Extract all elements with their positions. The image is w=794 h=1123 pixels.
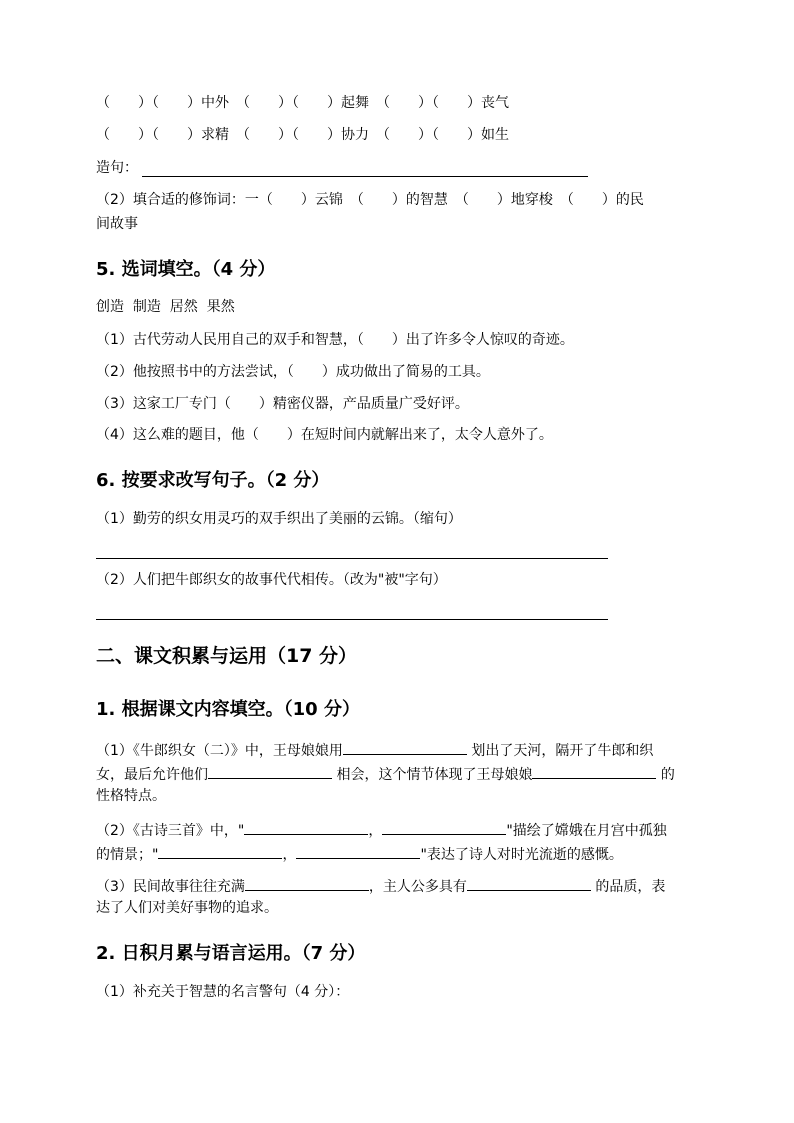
modifier-question-line1: （2）填合适的修饰词：一（ ）云锦 （ ）的智慧 （ ）地穿梭 （ ）的民 xyxy=(96,192,644,208)
idiom-row-2: （ ）（ ）求精 （ ）（ ）协力 （ ）（ ）如生 xyxy=(96,127,509,143)
q6-answer-line-2[interactable] xyxy=(96,619,608,620)
sentence-label: 造句： xyxy=(96,160,138,176)
q6-answer-line-1[interactable] xyxy=(96,558,608,559)
s2-q1-item2-line2: 的情景；" ， "表达了诗人对时光流逝的感慨。 xyxy=(96,842,623,865)
blank[interactable] xyxy=(296,842,420,859)
q6-item-2: （2）人们把牛郎织女的故事代代相传。（改为"被"字句） xyxy=(96,572,447,588)
blank[interactable] xyxy=(208,762,332,779)
q5-word-choices: 创造 制造 居然 果然 xyxy=(96,299,235,315)
s2-q2-item1: （1）补充关于智慧的名言警句（4 分）： xyxy=(96,984,350,1000)
q5-item-3: （3）这家工厂专门（ ）精密仪器，产品质量广受好评。 xyxy=(96,396,469,412)
q5-item-1: （1）古代劳动人民用自己的双手和智慧，（ ）出了许多令人惊叹的奇迹。 xyxy=(96,332,574,348)
q6-item-1: （1）勤劳的织女用灵巧的双手织出了美丽的云锦。（缩句） xyxy=(96,511,462,527)
q5-item-4: （4）这么难的题目，他（ ）在短时间内就解出来了，太令人意外了。 xyxy=(96,427,553,443)
blank[interactable] xyxy=(467,874,591,891)
s2-q1-item1-line3: 性格特点。 xyxy=(96,788,166,804)
blank[interactable] xyxy=(245,874,369,891)
idiom-row-1: （ ）（ ）中外 （ ）（ ）起舞 （ ）（ ）丧气 xyxy=(96,95,509,111)
q5-item-2: （2）他按照书中的方法尝试，（ ）成功做出了简易的工具。 xyxy=(96,364,490,380)
sentence-answer-line[interactable] xyxy=(142,176,588,177)
section2-heading: 二、课文积累与运用（17 分） xyxy=(96,645,358,667)
blank[interactable] xyxy=(158,842,282,859)
s2-q1-item1-line1: （1）《牛郎织女（二）》中，王母娘娘用 划出了天河，隔开了牛郎和织 xyxy=(96,738,653,761)
modifier-question-line2: 间故事 xyxy=(96,216,138,232)
blank[interactable] xyxy=(532,762,656,779)
blank[interactable] xyxy=(382,818,506,835)
s2-q1-item1-line2: 女，最后允许他们 相会，这个情节体现了王母娘娘 的 xyxy=(96,762,675,785)
s2-q1-item3-line2: 达了人们对美好事物的追求。 xyxy=(96,900,278,916)
s2-q1-item2-line1: （2）《古诗三首》中，" ， "描绘了嫦娥在月宫中孤独 xyxy=(96,818,667,841)
q6-heading: 6. 按要求改写句子。（2 分） xyxy=(96,470,330,491)
blank[interactable] xyxy=(343,738,467,755)
s2-q1-item3-line1: （3）民间故事往往充满 ，主人公多具有 的品质，表 xyxy=(96,874,665,897)
s2-q1-heading: 1. 根据课文内容填空。（10 分） xyxy=(96,699,360,720)
blank[interactable] xyxy=(244,818,368,835)
q5-heading: 5. 选词填空。（4 分） xyxy=(96,259,276,280)
s2-q2-heading: 2. 日积月累与语言运用。（7 分） xyxy=(96,943,366,964)
